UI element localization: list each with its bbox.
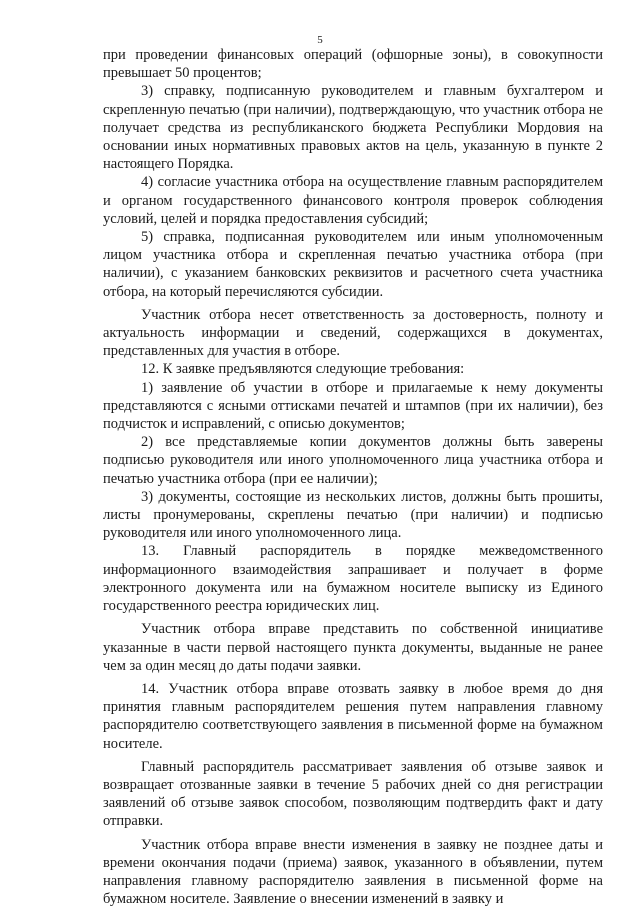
paragraph-section-13: 13. Главный распорядитель в порядке межведомственного информационного взаимодействия запрашивает и получает в форме электронного документа или на бумажном носителе выписку из Единого государственного реестра юридических лиц. xyxy=(103,543,603,615)
paragraph-section-12-heading: 12. К заявке предъявляются следующие требования: xyxy=(141,361,465,378)
paragraph-requirement-2: 2) все представляемые копии документов должны быть заверены подписью руководителя или иного уполномоченного лица участника отбора и печатью участника отбора (при ее наличии); xyxy=(103,434,603,487)
paragraph-participant-responsibility: Участник отбора несет ответственность за достоверность, полноту и актуальность информации и сведений, содержащихся в документах, представленных для участия в отборе. xyxy=(103,306,603,360)
paragraph-own-initiative: Участник отбора вправе представить по собственной инициативе указанные в части первой настоящего пункта документы, выданные не ранее чем за один месяц до даты подачи заявки. xyxy=(103,621,603,674)
paragraph-section-14: 14. Участник отбора вправе отозвать заявку в любое время до дня принятия главным распорядителем решения путем направления главному распорядителю соответствующего заявления в письменной форме на бумажном носителе. xyxy=(103,680,603,752)
paragraph-offshore-continuation: при проведении финансовых операций (офшорные зоны), в совокупности превышает 50 процентов; xyxy=(103,47,603,82)
paragraph-item-4-inspection-consent: 4) согласие участника отбора на осуществление главным распорядителем и органом государственного финансового контроля проверок соблюдения условий, целей и порядка предоставления субсидий; xyxy=(103,174,603,227)
document-body xyxy=(103,46,603,908)
page-number: 5 xyxy=(317,34,323,46)
paragraph-requirement-1: 1) заявление об участии в отборе и прилагаемые к нему документы представляются с ясными оттисками печатей и штампов (при их наличии), без подчисток и исправлений, с описью документов; xyxy=(103,379,603,433)
paragraph-requirement-3: 3) документы, состоящие из нескольких листов, должны быть прошиты, листы пронумерованы, скреплены печатью (при наличии) и подписью руководителя или иного уполномоченного лица. xyxy=(103,488,603,542)
paragraph-withdrawal-review: Главный распорядитель рассматривает заявления об отзыве заявок и возвращает отозванные заявки в течение 5 рабочих дней со дня регистрации заявлений об отзыве заявок способом, позволяющим подтвердить факт и дату отправки. xyxy=(103,758,603,830)
paragraph-item-3-budget-certificate: 3) справку, подписанную руководителем и главным бухгалтером и скрепленную печатью (при наличии), подтверждающую, что участник отбора не получает средства из республиканского бюджета Республики Мордовия на основании иных нормативных правовых актов на цель, указанную в пункте 2 настоящего Порядка. xyxy=(103,83,603,173)
paragraph-item-5-bank-details: 5) справка, подписанная руководителем или иным уполномоченным лицом участника отбора и скрепленная печатью участника отбора (при наличии), с указанием банковских реквизитов и расчетного счета участника отбора, на который перечисляются субсидии. xyxy=(103,229,603,300)
paragraph-application-changes: Участник отбора вправе внести изменения в заявку не позднее даты и времени окончания подачи (приема) заявок, указанного в объявлении, путем направления главному распорядителю заявления в письменной форме на бумажном носителе. Заявление о внесении изменений в заявку и xyxy=(103,836,603,908)
